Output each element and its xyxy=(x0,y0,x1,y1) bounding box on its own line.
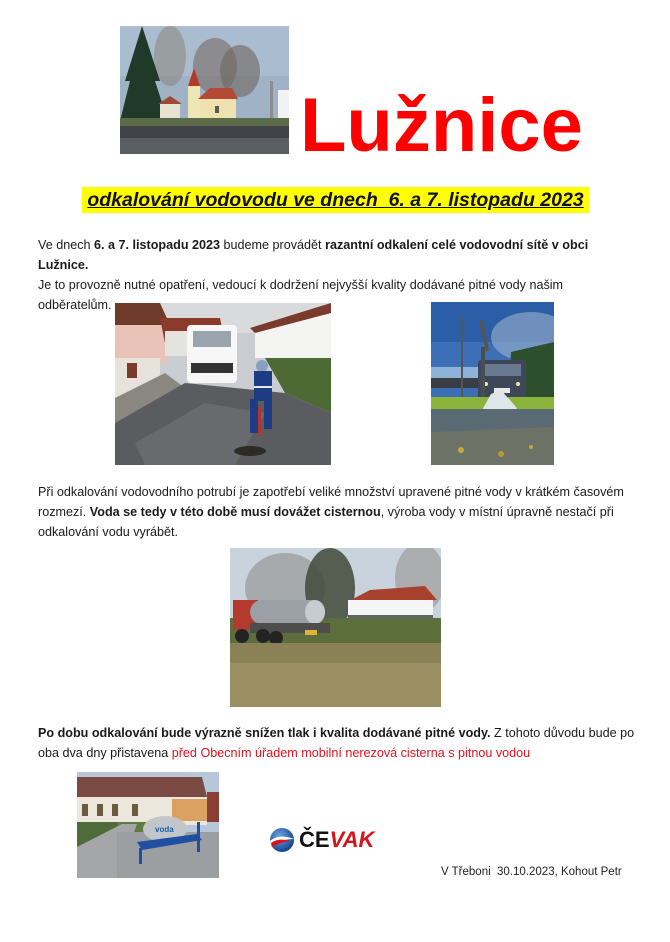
text: rozmezí. xyxy=(38,505,90,519)
globe-icon xyxy=(268,826,296,854)
pressure-line-1 xyxy=(38,723,638,743)
subtitle-banner: odkalování vodovodu ve dnech 6. a 7. listopadu 2023 xyxy=(82,187,589,213)
water-need-line-3: odkalování vodu vyrábět. xyxy=(38,525,179,539)
signature: V Třeboni 30.10.2023, Kohout Petr xyxy=(441,866,622,878)
text: Ve dnech xyxy=(38,238,95,252)
date-bold: 6. a 7. listopadu 2023 xyxy=(94,238,221,252)
tank-location-red: před Obecním úřadem mobilní nerezová cisterna s pitnou vodou xyxy=(171,746,531,760)
intro-line-1 xyxy=(38,235,638,275)
logo-vak: VAK xyxy=(329,827,375,852)
pressure-line-2 xyxy=(38,743,638,763)
tanker-truck-photo xyxy=(230,548,441,707)
water-need-line-2 xyxy=(38,502,638,522)
logo-ce: ČE xyxy=(299,827,330,852)
tank-label: voda xyxy=(155,825,174,834)
pressure-paragraph xyxy=(38,723,638,763)
water-tank-photo xyxy=(77,772,219,878)
text: budeme provádět xyxy=(220,238,326,252)
tanker-note-bold: Voda se tedy v této době musí dovážet cisternou xyxy=(89,505,381,519)
intro-line-2: Je to provozně nutné opatření, vedoucí k dodržení nejvyšší kvality dodávané pitné vody našim xyxy=(38,278,564,292)
text: , výroba vody v místní úpravně nestačí při xyxy=(380,505,614,519)
water-need-paragraph xyxy=(38,482,638,542)
church-photo xyxy=(120,26,289,154)
pressure-warning-bold: Po dobu odkalování bude výrazně snížen tlak i kvalita dodávané pitné vody. xyxy=(38,726,491,740)
cevak-logo xyxy=(268,826,373,854)
page-title: Lužnice xyxy=(300,83,583,168)
worker-photo xyxy=(115,303,331,465)
cevak-wordmark xyxy=(299,827,374,853)
water-need-line-1: Při odkalování vodovodního potrubí je zapotřebí veliké množství upravené pitné vody v krátkém časovém xyxy=(38,485,624,499)
intro-line-3: odběratelům. xyxy=(38,298,112,312)
text: Z tohoto důvodu bude po xyxy=(490,726,635,740)
text: oba dva dny přistavena xyxy=(38,746,172,760)
hydrant-flush-photo xyxy=(431,302,554,465)
flush-announcement-bold: razantní odkalení celé vodovodní sítě v obci Lužnice. xyxy=(38,238,589,272)
